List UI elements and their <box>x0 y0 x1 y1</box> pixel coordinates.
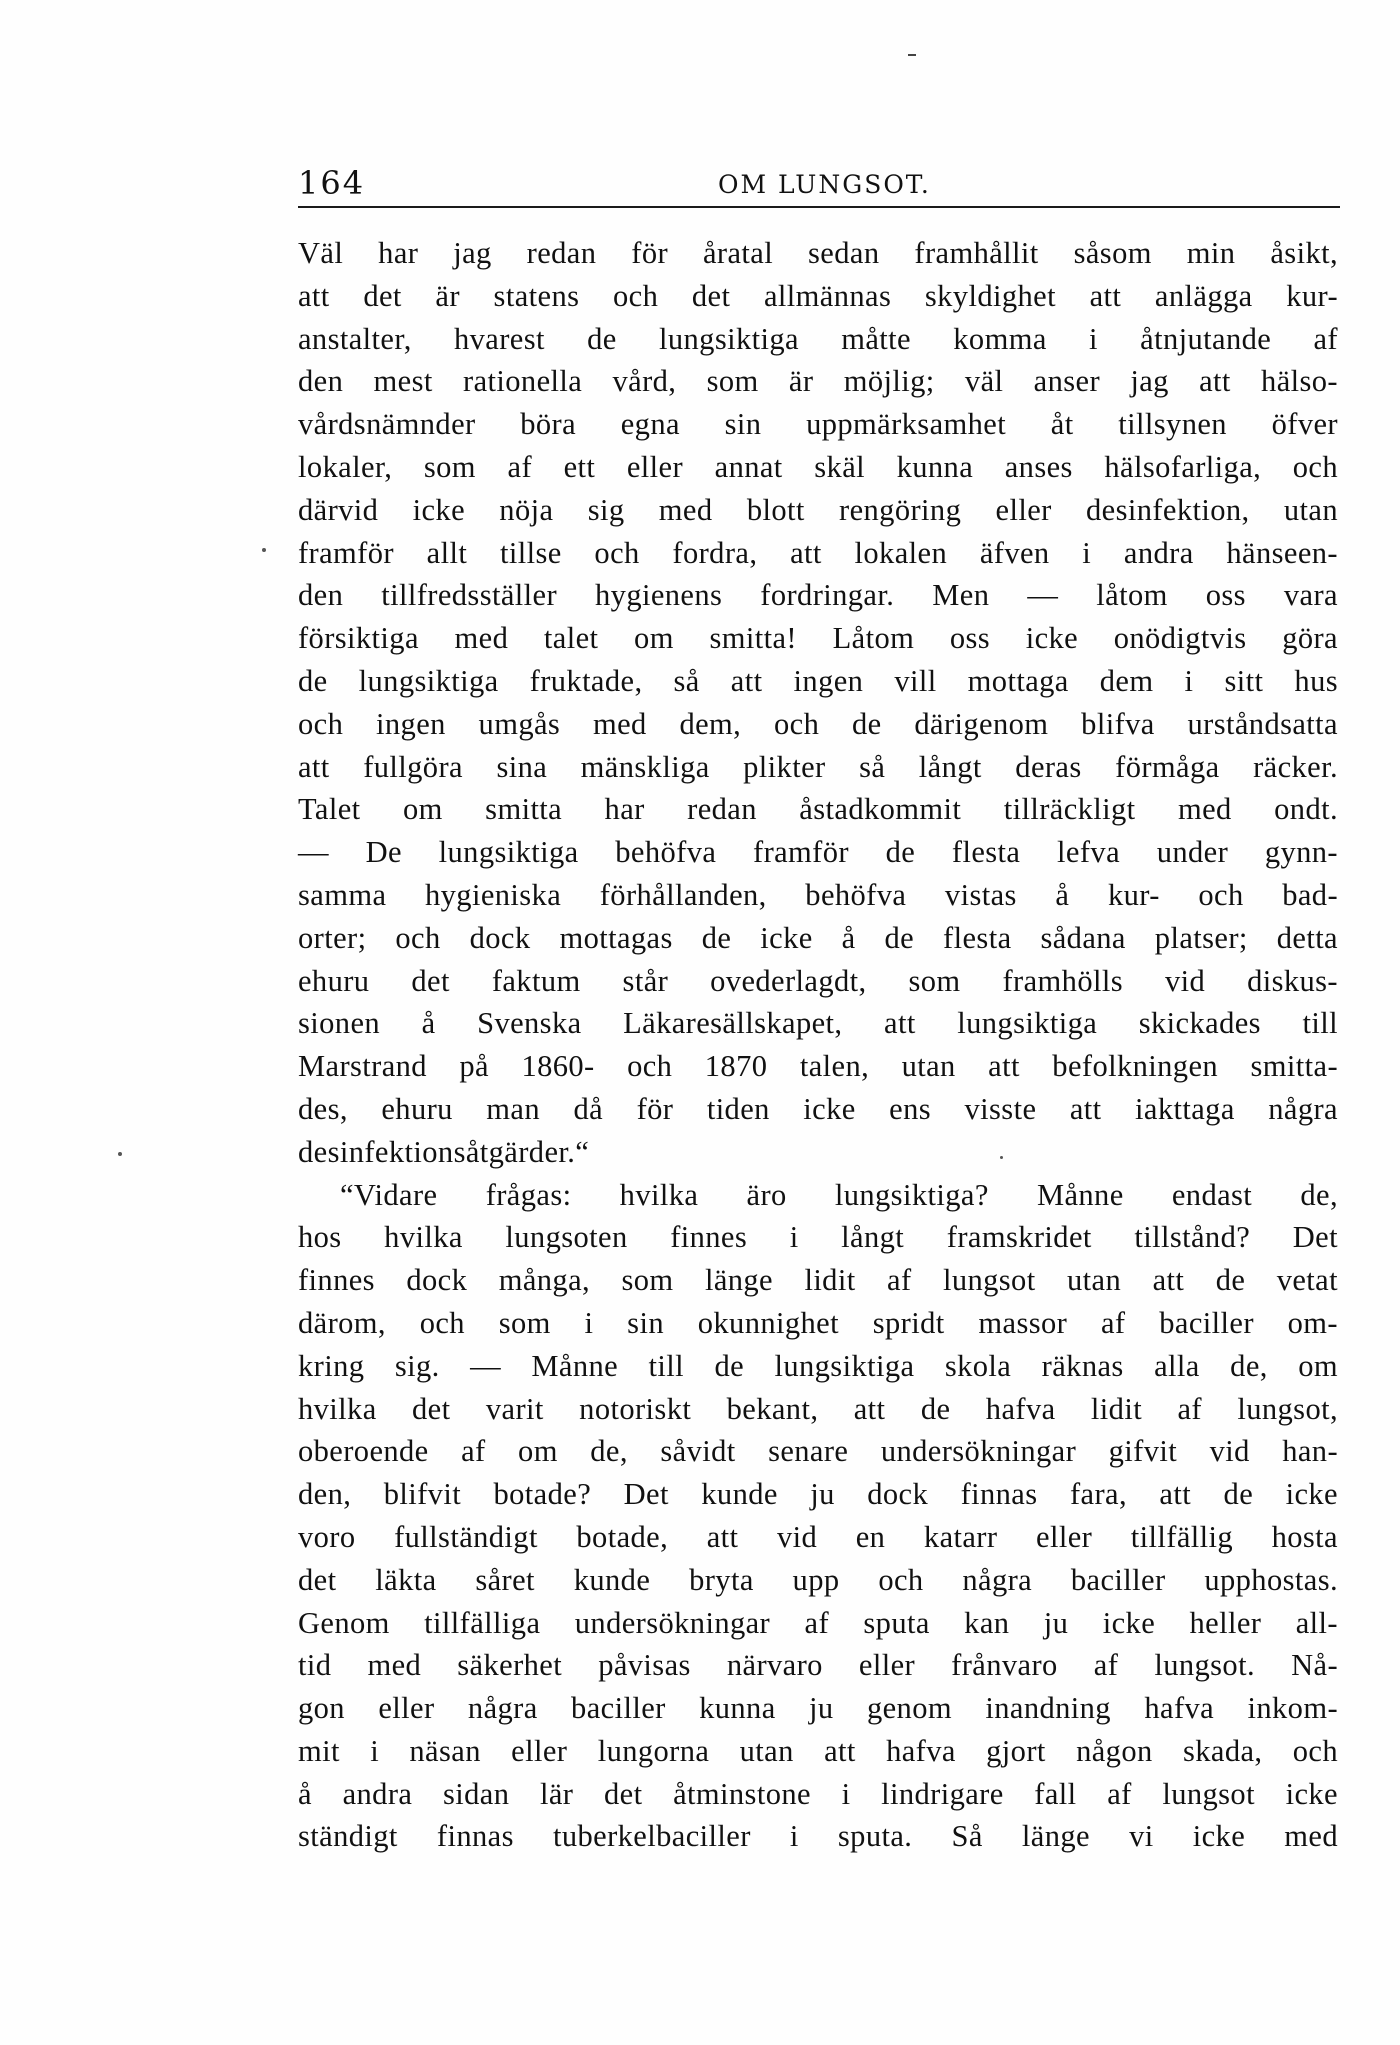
text-line: tid med säkerhet påvisas närvaro eller frånvaro af lungsot. Nå- <box>298 1648 1338 1683</box>
text-line: “Vidare frågas: hvilka äro lungsiktiga? Månne endast de, <box>340 1177 1338 1212</box>
text-line: anstalter, hvarest de lungsiktiga måtte komma i åtnjutande af <box>298 321 1338 356</box>
text-line: voro fullständigt botade, att vid en katarr eller tillfällig hosta <box>298 1519 1338 1554</box>
print-mark <box>908 54 916 56</box>
text-line: sionen å Svenska Läkaresällskapet, att lungsiktiga skickades till <box>298 1006 1338 1041</box>
text-line: Marstrand på 1860- och 1870 talen, utan att befolkningen smitta- <box>298 1049 1338 1084</box>
text-line: finnes dock många, som länge lidit af lungsot utan att de vetat <box>298 1263 1338 1298</box>
page-header <box>298 158 1340 208</box>
text-line: oberoende af om de, såvidt senare undersökningar gifvit vid han- <box>298 1434 1338 1469</box>
text-line: försiktiga med talet om smitta! Låtom oss icke onödigtvis göra <box>298 621 1338 656</box>
text-line: den tillfredsställer hygienens fordringar. Men — låtom oss vara <box>298 578 1338 613</box>
text-line: mit i näsan eller lungorna utan att hafva gjort någon skada, och <box>298 1733 1338 1768</box>
text-line: samma hygieniska förhållanden, behöfva vistas å kur- och bad- <box>298 877 1338 912</box>
text-line: att fullgöra sina mänskliga plikter så långt deras förmåga räcker. <box>298 749 1338 784</box>
text-line: hvilka det varit notoriskt bekant, att de hafva lidit af lungsot, <box>298 1391 1338 1426</box>
ink-speck <box>118 1152 122 1156</box>
text-line: framför allt tillse och fordra, att lokalen äfven i andra hänseen- <box>298 535 1338 570</box>
text-line: Väl har jag redan för åratal sedan framhållit såsom min åsikt, <box>298 236 1338 270</box>
text-line: den, blifvit botade? Det kunde ju dock finnas fara, att de icke <box>298 1477 1338 1512</box>
text-line: Genom tillfälliga undersökningar af sputa kan ju icke heller all- <box>298 1605 1338 1640</box>
text-line: den mest rationella vård, som är möjlig; väl anser jag att hälso- <box>298 364 1338 399</box>
text-line: orter; och dock mottagas de icke å de flesta sådana platser; detta <box>298 920 1338 955</box>
text-line: de lungsiktiga fruktade, så att ingen vill mottaga dem i sitt hus <box>298 663 1338 698</box>
ink-speck <box>262 548 266 552</box>
text-line: ehuru det faktum står ovederlagdt, som framhölls vid diskus- <box>298 963 1338 998</box>
text-line: des, ehuru man då för tiden icke ens visste att iakttaga några <box>298 1091 1338 1126</box>
page-number: 164 <box>298 164 366 202</box>
text-line: därom, och som i sin okunnighet spridt massor af baciller om- <box>298 1305 1338 1340</box>
text-line: å andra sidan lär det åtminstone i lindrigare fall af lungsot icke <box>298 1776 1338 1811</box>
text-line: desinfektionsåtgärder.“ <box>298 1134 590 1169</box>
text-line: Talet om smitta har redan åstadkommit tillräckligt med ondt. <box>298 792 1338 827</box>
text-line: vårdsnämnder böra egna sin uppmärksamhet åt tillsynen öfver <box>298 407 1338 442</box>
text-line: och ingen umgås med dem, och de därigenom blifva urståndsatta <box>298 706 1338 741</box>
running-title: OM LUNGSOT. <box>718 170 931 199</box>
text-line: gon eller några baciller kunna ju genom inandning hafva inkom- <box>298 1691 1338 1726</box>
text-line: lokaler, som af ett eller annat skäl kunna anses hälsofarliga, och <box>298 449 1338 484</box>
text-line: ständigt finnas tuberkelbaciller i sputa. Så länge vi icke med <box>298 1819 1338 1854</box>
body-text <box>298 232 1338 1858</box>
text-line: kring sig. — Månne till de lungsiktiga skola räknas alla de, om <box>298 1348 1338 1383</box>
text-line: därvid icke nöja sig med blott rengöring eller desinfektion, utan <box>298 492 1338 527</box>
text-line: hos hvilka lungsoten finnes i långt framskridet tillstånd? Det <box>298 1220 1338 1255</box>
text-line: — De lungsiktiga behöfva framför de flesta lefva under gynn- <box>298 835 1338 870</box>
text-line: att det är statens och det allmännas skyldighet att anlägga kur- <box>298 278 1338 313</box>
text-line: det läkta såret kunde bryta upp och några baciller upphostas. <box>298 1562 1338 1597</box>
